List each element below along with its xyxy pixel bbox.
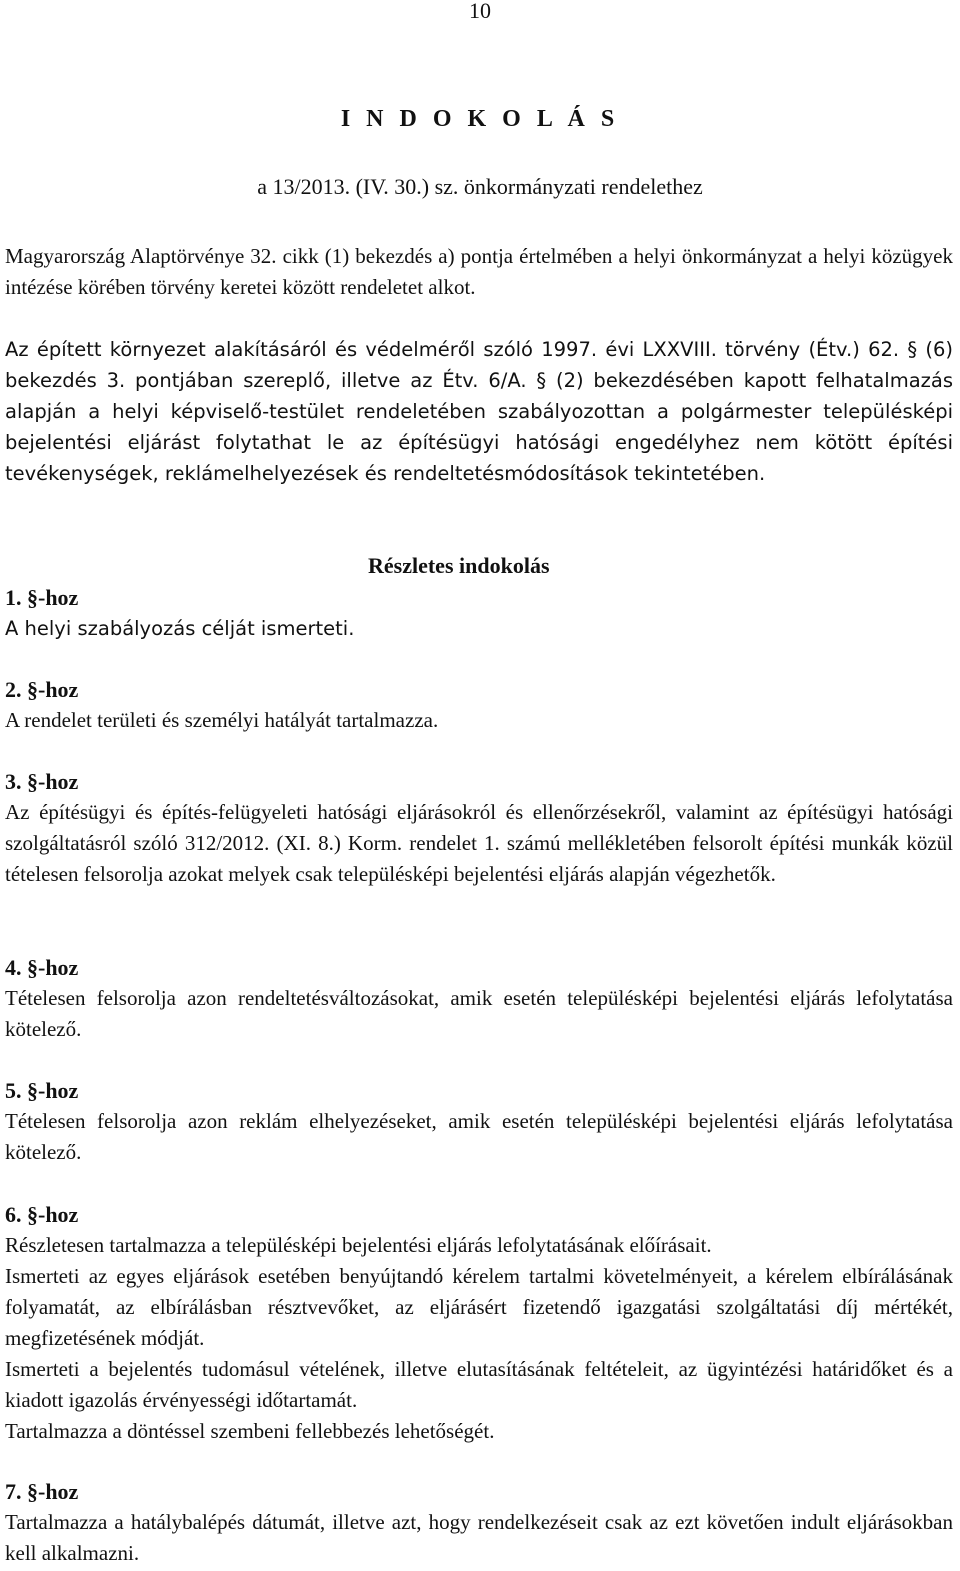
section-5 bbox=[5, 1075, 953, 1168]
page-number: 10 bbox=[469, 0, 491, 23]
section-7 bbox=[5, 1476, 953, 1569]
section-text: A rendelet területi és személyi hatályát tartalmazza. bbox=[5, 708, 439, 732]
section-text: Tartalmazza a hatálybalépés dátumát, illetve azt, hogy rendelkezéseit csak az ezt követően indult eljárásokban kell alkalmazni. bbox=[5, 1510, 953, 1565]
section-text: Tételesen felsorolja azon reklám elhelyezéseket, amik esetén településképi bejelentési eljárás lefolytatása kötelező. bbox=[5, 1109, 953, 1164]
section-6 bbox=[5, 1199, 953, 1447]
section-text: Tételesen felsorolja azon rendeltetésváltozásokat, amik esetén településképi bejelentési eljárás lefolytatása kötelező. bbox=[5, 986, 953, 1041]
section-text: Az építésügyi és építés-felügyeleti hatósági eljárásokról és ellenőrzésekről, valamint az építésügyi hatósági szolgáltatásról szóló 312/2012. (XI. 8.) Korm. rendelet 1. számú mellékletében felsorolt építési munkák közül tételesen felsorolja azokat melyek csak településképi bejelentési eljárás alapján végezhetők. bbox=[5, 800, 953, 886]
section-heading: 3. §-hoz bbox=[5, 769, 79, 794]
details-heading: Részletes indokolás bbox=[368, 553, 550, 578]
section-paragraph: Részletesen tartalmazza a településképi bejelentési eljárás lefolytatásának előírásait. bbox=[5, 1233, 712, 1257]
section-heading: 4. §-hoz bbox=[5, 955, 79, 980]
section-heading: 1. §-hoz bbox=[5, 585, 79, 610]
section-4 bbox=[5, 952, 953, 1045]
section-1 bbox=[5, 582, 953, 644]
section-heading: 6. §-hoz bbox=[5, 1202, 79, 1227]
document-title: I N D O K O L Á S bbox=[340, 106, 620, 132]
section-heading: 2. §-hoz bbox=[5, 677, 79, 702]
section-heading: 7. §-hoz bbox=[5, 1479, 79, 1504]
section-text: A helyi szabályozás célját ismerteti. bbox=[5, 617, 355, 640]
section-paragraph: Tartalmazza a döntéssel szembeni fellebbezés lehetőségét. bbox=[5, 1419, 495, 1443]
section-paragraph: Ismerteti az egyes eljárások esetében benyújtandó kérelem tartalmi követelményeit, a kérelem elbírálásának folyamatát, az elbírálásban résztvevőket, az eljárásért fizetendő igazgatási szolgáltatási díj mértékét, megfizetésének módját. bbox=[5, 1264, 953, 1350]
intro-paragraph-2: Az épített környezet alakításáról és védelméről szóló 1997. évi LXXVIII. törvény (Étv.) 62. § (6) bekezdés 3. pontjában szereplő, illetve az Étv. 6/A. § (2) bekezdésében kapott felhatalmazás alapján a helyi képviselő-testület rendeletében szabályozottan a polgármester településképi bejelentési eljárást folytathat le az építésügyi hatósági engedélyhez nem kötött építési tevékenységek, reklámelhelyezések és rendeltetésmódosítások tekintetében. bbox=[5, 338, 953, 485]
section-heading: 5. §-hoz bbox=[5, 1078, 79, 1103]
section-3 bbox=[5, 766, 953, 890]
section-2 bbox=[5, 674, 953, 736]
document-subtitle: a 13/2013. (IV. 30.) sz. önkormányzati rendelethez bbox=[257, 174, 703, 199]
intro-paragraph-1: Magyarország Alaptörvénye 32. cikk (1) bekezdés a) pontja értelmében a helyi önkormányzat a helyi közügyek intézése körében törvény keretei között rendeletet alkot. bbox=[5, 244, 953, 299]
section-paragraph: Ismerteti a bejelentés tudomásul vételének, illetve elutasításának feltételeit, az ügyintézési határidőket és a kiadott igazolás érvényességi időtartamát. bbox=[5, 1357, 953, 1412]
